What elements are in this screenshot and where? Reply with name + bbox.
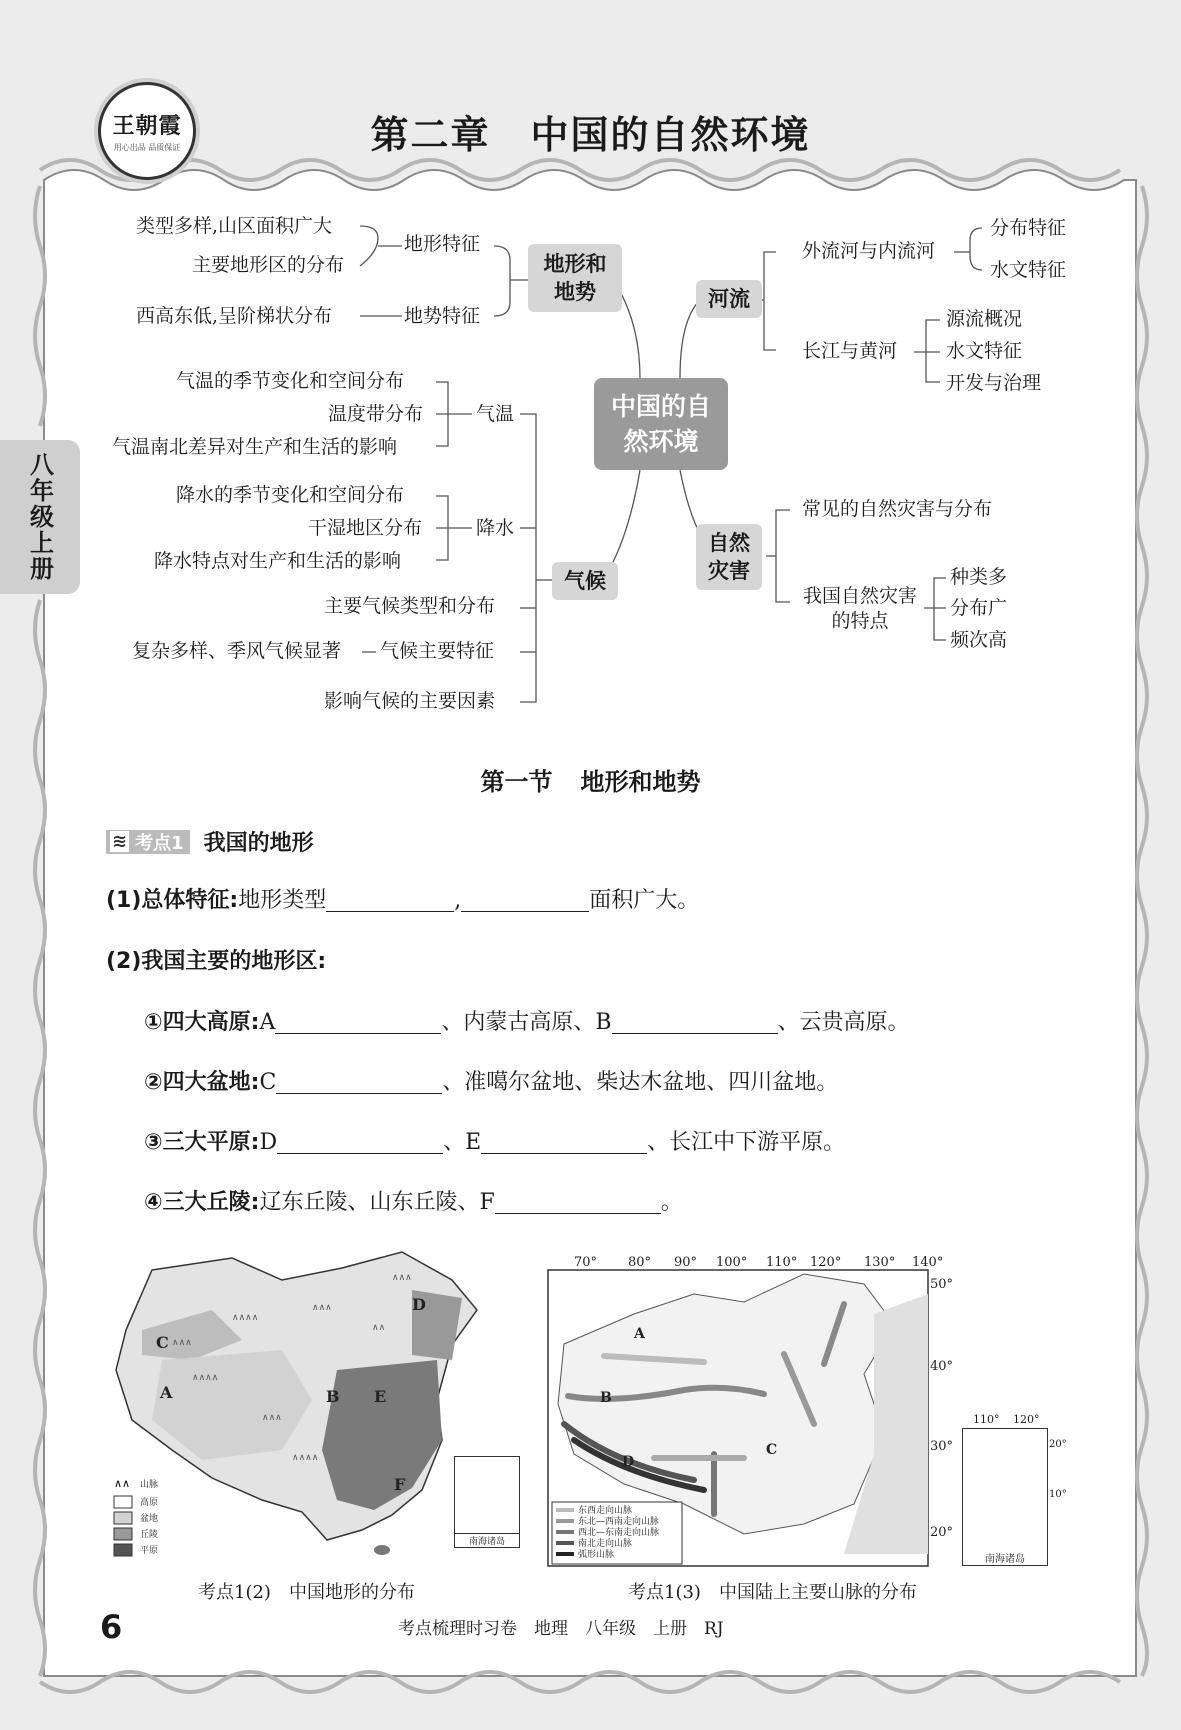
svg-text:∧∧∧∧: ∧∧∧∧ [232,1313,259,1323]
rain-item-1: 降水的季节变化和空间分布 [176,484,405,506]
terrain-map-letter-a: A [160,1383,173,1402]
svg-text:∧∧∧∧: ∧∧∧∧ [292,1453,319,1463]
answer-blank[interactable] [495,1193,661,1214]
elevation-feature-label: 地势特征 [404,305,481,327]
terrain-legend-label: 高原 [140,1498,159,1508]
svg-text:∧∧: ∧∧ [114,1477,131,1490]
terrain-map-letter-d: D [412,1295,426,1314]
mountain-map-lon: 140° [912,1255,944,1270]
river-types-2: 水文特征 [990,259,1067,281]
node-river: 河流 [696,280,762,318]
item-basins [144,1072,838,1094]
section-title [0,762,1181,797]
climate-features-detail: 复杂多样、季风气候显著 [132,640,342,662]
mountain-legend-label: 东西走向山脉 [578,1506,633,1516]
disaster-item-common: 常见的自然灾害与分布 [802,498,993,520]
river-major-1: 源流概况 [946,308,1023,330]
terrain-legend [112,1477,192,1563]
mountain-map-lon: 90° [674,1255,698,1270]
item-plateaus-mid: 、内蒙古高原、B [441,1010,612,1035]
node-terrain: 地形和地势 [528,244,622,312]
mountain-map-lat: 50° [930,1277,954,1292]
item-plateaus-label: ①四大高原: [144,1010,260,1035]
river-item-major: 长江与黄河 [802,340,898,362]
item-basins-a: C [259,1070,277,1095]
svg-text:∧∧∧∧: ∧∧∧∧ [192,1373,219,1383]
chapter-name: 中国的自然环境 [530,113,811,157]
question-1-label: (1)总体特征: [106,888,239,913]
item-hills-a: 辽东丘陵、山东丘陵、F [259,1190,495,1215]
mountain-map-lon: 80° [628,1255,652,1270]
svg-text:∧∧∧: ∧∧∧ [172,1338,192,1348]
climate-item-types: 主要气候类型和分布 [324,595,496,617]
item-plateaus-a: A [259,1010,276,1035]
terrain-legend-label: 丘陵 [140,1530,159,1540]
kaodian-title: 我国的地形 [203,831,314,856]
mountain-legend-label: 弧形山脉 [578,1550,615,1560]
logo-name: 王朝霞 [112,113,182,139]
mountain-map-lon: 70° [574,1255,598,1270]
mountain-legend-label: 西北—东南走向山脉 [578,1528,660,1538]
mountain-map-lon: 110° [766,1255,798,1270]
node-climate: 气候 [552,562,618,600]
item-hills-end: 。 [660,1190,683,1215]
terrain-feature-label: 地形特征 [404,233,481,255]
item-plains-mid: 、E [443,1130,482,1155]
climate-item-features: 气候主要特征 [380,640,495,662]
answer-blank[interactable] [481,1133,647,1154]
temp-item-3: 气温南北差异对生产和生活的影响 [112,436,398,458]
terrain-legend-label: 盆地 [140,1514,159,1524]
terrain-map-caption: 考点1(2) 中国地形的分布 [198,1582,415,1603]
item-basins-label: ②四大盆地: [144,1070,260,1095]
river-types-1: 分布特征 [990,217,1067,239]
svg-text:∧∧∧: ∧∧∧ [262,1413,282,1423]
terrain-feature-1: 类型多样,山区面积广大 [136,215,333,237]
question-1-end: 面积广大。 [589,888,700,913]
item-plains [144,1132,845,1154]
mountain-map-caption: 考点1(3) 中国陆上主要山脉的分布 [628,1582,917,1603]
item-hills [144,1192,683,1214]
terrain-map-inset [454,1456,520,1548]
disaster-trait-3: 频次高 [950,629,1008,651]
disaster-trait-2: 分布广 [950,597,1008,619]
page-number: 6 [100,1608,123,1646]
mountain-inset-lon-2: 120° [1013,1413,1040,1426]
mountain-map [544,1254,984,1572]
disaster-trait-1: 种类多 [950,566,1008,588]
section-number: 第一节 [480,768,553,796]
question-2-label: (2)我国主要的地形区: [106,949,327,974]
terrain-feature-2: 主要地形区的分布 [192,254,345,276]
rain-item-2: 干湿地区分布 [308,517,423,539]
mountain-inset-lat-1: 20° [1049,1439,1067,1450]
item-basins-end: 、准噶尔盆地、柴达木盆地、四川盆地。 [442,1070,839,1095]
river-major-2: 水文特征 [946,340,1023,362]
climate-precipitation: 降水 [476,517,515,539]
svg-text:∧∧∧: ∧∧∧ [312,1303,332,1313]
answer-blank[interactable] [275,1013,441,1034]
item-plateaus-end: 、云贵高原。 [777,1010,910,1035]
temp-item-2: 温度带分布 [328,403,424,425]
terrain-legend-label: 平原 [140,1546,159,1556]
terrain-map-letter-b: B [326,1387,340,1406]
chapter-number: 第二章 [370,113,491,157]
terrain-legend-label: 山脉 [140,1480,159,1490]
item-plains-label: ③三大平原: [144,1130,260,1155]
mountain-inset-lon-1: 110° [973,1413,1000,1426]
elevation-feature-1: 西高东低,呈阶梯状分布 [136,305,333,327]
kaodian-header [106,826,314,857]
mountain-map-lon: 100° [716,1255,748,1270]
mountain-map-lon: 120° [810,1255,842,1270]
mountain-inset-lat-2: 10° [1049,1489,1067,1500]
answer-blank[interactable] [461,891,589,912]
mountain-map-lat: 20° [930,1525,954,1540]
terrain-inset-label: 南海诸岛 [455,1533,519,1547]
svg-text:∧∧: ∧∧ [372,1323,386,1333]
river-item-types: 外流河与内流河 [802,240,936,262]
kaodian-badge [106,830,190,854]
question-1 [106,890,699,912]
mountain-map-inset [962,1413,1067,1566]
wave-icon: ≋ [112,831,128,852]
mountain-legend-label: 南北走向山脉 [578,1539,633,1549]
answer-blank[interactable] [326,891,454,912]
answer-blank[interactable] [276,1073,442,1094]
section-name: 地形和地势 [580,768,701,796]
mindmap-center-node: 中国的自然环境 [594,378,728,470]
disaster-item-traits: 我国自然灾害的特点 [802,585,917,632]
node-disaster: 自然灾害 [696,524,762,590]
svg-text:∧∧∧: ∧∧∧ [392,1273,412,1283]
mountain-map-letter-b: B [600,1390,612,1406]
mountain-map-letter-c: C [766,1442,778,1458]
mountain-inset-label: 南海诸岛 [985,1554,1025,1565]
climate-item-factors: 影响气候的主要因素 [324,690,496,712]
question-1-comma: , [454,888,462,913]
terrain-map-letter-c: C [156,1333,169,1352]
item-plains-a: D [259,1130,278,1155]
rain-item-3: 降水特点对生产和生活的影响 [154,550,402,572]
mountain-map-lat: 30° [930,1439,954,1454]
kaodian-badge-label: 考点1 [135,832,184,854]
answer-blank[interactable] [612,1013,778,1034]
terrain-map-letter-f: F [394,1475,406,1494]
question-1-text: 地形类型 [238,888,327,913]
mountain-map-letter-d: D [622,1454,635,1470]
mountain-legend-label: 东北—西南走向山脉 [578,1517,660,1527]
river-major-3: 开发与治理 [946,372,1042,394]
item-plateaus [144,1012,910,1034]
climate-temperature: 气温 [476,403,515,425]
temp-item-1: 气温的季节变化和空间分布 [176,370,405,392]
item-plains-end: 、长江中下游平原。 [647,1130,846,1155]
mountain-map-lon: 130° [864,1255,896,1270]
mountain-map-letter-a: A [634,1326,645,1342]
terrain-map-letter-e: E [374,1387,387,1406]
mountain-map-lat: 40° [930,1359,954,1374]
logo-subtitle: 用心出品 品质保证 [113,143,181,152]
grade-side-tab-label: 八年级上册 [25,452,54,582]
footer-text: 考点梳理时习卷 地理 八年级 上册 RJ [398,1619,724,1639]
answer-blank[interactable] [277,1133,443,1154]
item-hills-label: ④三大丘陵: [144,1190,260,1215]
question-2 [106,951,326,973]
